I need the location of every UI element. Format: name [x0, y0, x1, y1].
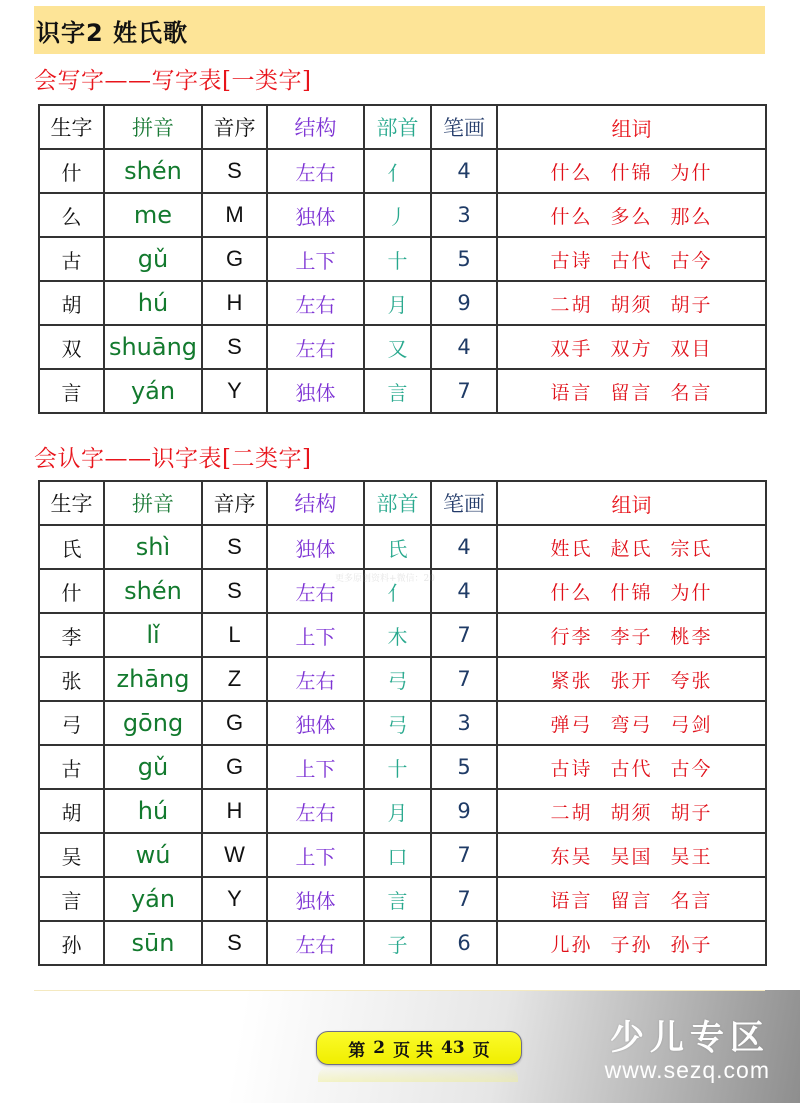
- cell-strokes: 9: [431, 281, 497, 325]
- table-row: [39, 149, 766, 193]
- word-item: 弯弓: [610, 713, 653, 736]
- cell-order: Z: [202, 657, 267, 701]
- table-row: [39, 237, 766, 281]
- section2-title: 会认字——识字表[二类字]: [34, 446, 312, 472]
- header-words: 组词: [497, 481, 766, 525]
- cell-strokes: 7: [431, 833, 497, 877]
- table-row: [39, 613, 766, 657]
- cell-order: H: [202, 281, 267, 325]
- cell-radical: 弓: [364, 657, 431, 701]
- word-item: 子孙: [610, 933, 653, 956]
- cell-structure: 左右: [267, 569, 364, 613]
- cell-radical: 言: [364, 877, 431, 921]
- table-row: [39, 745, 766, 789]
- cell-pinyin: lǐ: [104, 613, 202, 657]
- header-pinyin: 拼音: [104, 105, 202, 149]
- cell-pinyin: wú: [104, 833, 202, 877]
- table-row: [39, 877, 766, 921]
- cell-strokes: 7: [431, 613, 497, 657]
- word-item: 弓剑: [670, 713, 713, 736]
- cell-words: [497, 789, 766, 833]
- word-item: 胡须: [610, 293, 653, 316]
- cell-char: 什: [39, 149, 104, 193]
- cell-radical: 子: [364, 921, 431, 965]
- cell-words: [497, 701, 766, 745]
- cell-words: [497, 833, 766, 877]
- word-item: 古代: [610, 249, 653, 272]
- cell-char: 李: [39, 613, 104, 657]
- cell-order: S: [202, 921, 267, 965]
- cell-structure: 上下: [267, 745, 364, 789]
- cell-structure: 上下: [267, 833, 364, 877]
- cell-char: 么: [39, 193, 104, 237]
- cell-char: 古: [39, 745, 104, 789]
- word-item: 什锦: [610, 161, 653, 184]
- table-row: [39, 701, 766, 745]
- header-words: 组词: [497, 105, 766, 149]
- cell-strokes: 5: [431, 745, 497, 789]
- cell-pinyin: zhāng: [104, 657, 202, 701]
- cell-order: G: [202, 701, 267, 745]
- word-item: 什么: [550, 581, 593, 604]
- word-item: 多么: [610, 205, 653, 228]
- word-item: 行李: [550, 625, 593, 648]
- table-row: [39, 921, 766, 965]
- header-order: 音序: [202, 105, 267, 149]
- cell-radical: 月: [364, 789, 431, 833]
- page-prefix: 第: [348, 1040, 366, 1061]
- header-radical: 部首: [364, 105, 431, 149]
- page-middle: 页 共: [393, 1040, 434, 1061]
- cell-structure: 上下: [267, 613, 364, 657]
- word-item: 名言: [670, 381, 713, 404]
- word-item: 二胡: [550, 293, 593, 316]
- word-item: 留言: [610, 381, 653, 404]
- word-item: 吴国: [610, 845, 653, 868]
- word-item: 姓氏: [550, 537, 593, 560]
- cell-words: [497, 657, 766, 701]
- brand-logo: [605, 1010, 770, 1084]
- table-row: [39, 789, 766, 833]
- word-item: 李子: [610, 625, 653, 648]
- word-item: 古今: [670, 249, 713, 272]
- table-row: [39, 657, 766, 701]
- cell-words: [497, 237, 766, 281]
- cell-structure: 独体: [267, 525, 364, 569]
- cell-order: Y: [202, 877, 267, 921]
- header-structure: 结构: [267, 105, 364, 149]
- word-item: 宗氏: [670, 537, 713, 560]
- cell-pinyin: shì: [104, 525, 202, 569]
- divider: [34, 990, 765, 991]
- cell-char: 言: [39, 369, 104, 413]
- cell-words: [497, 281, 766, 325]
- table-body: [39, 149, 766, 413]
- cell-char: 吴: [39, 833, 104, 877]
- cell-char: 孙: [39, 921, 104, 965]
- cell-char: 古: [39, 237, 104, 281]
- header-strokes: 笔画: [431, 105, 497, 149]
- cell-words: [497, 193, 766, 237]
- table-row: [39, 193, 766, 237]
- cell-words: [497, 921, 766, 965]
- cell-order: L: [202, 613, 267, 657]
- cell-radical: 又: [364, 325, 431, 369]
- cell-pinyin: shuāng: [104, 325, 202, 369]
- word-item: 为什: [670, 581, 713, 604]
- cell-strokes: 7: [431, 657, 497, 701]
- cell-words: [497, 525, 766, 569]
- word-item: 什么: [550, 205, 593, 228]
- cell-pinyin: me: [104, 193, 202, 237]
- table-writing-chars: [38, 104, 767, 414]
- table-row: [39, 833, 766, 877]
- header-strokes: 笔画: [431, 481, 497, 525]
- cell-strokes: 4: [431, 325, 497, 369]
- cell-structure: 左右: [267, 281, 364, 325]
- page-indicator: [316, 1031, 522, 1065]
- header-structure: 结构: [267, 481, 364, 525]
- word-item: 紧张: [550, 669, 593, 692]
- word-item: 语言: [550, 889, 593, 912]
- cell-strokes: 3: [431, 701, 497, 745]
- header-char: 生字: [39, 481, 104, 525]
- cell-char: 张: [39, 657, 104, 701]
- table-body: [39, 525, 766, 965]
- cell-order: W: [202, 833, 267, 877]
- word-item: 弹弓: [550, 713, 593, 736]
- table-row: [39, 281, 766, 325]
- cell-words: [497, 613, 766, 657]
- word-item: 语言: [550, 381, 593, 404]
- cell-structure: 左右: [267, 325, 364, 369]
- word-item: 留言: [610, 889, 653, 912]
- cell-radical: 木: [364, 613, 431, 657]
- word-item: 双方: [610, 337, 653, 360]
- header-char: 生字: [39, 105, 104, 149]
- cell-pinyin: shén: [104, 569, 202, 613]
- cell-strokes: 7: [431, 877, 497, 921]
- cell-pinyin: sūn: [104, 921, 202, 965]
- word-item: 胡须: [610, 801, 653, 824]
- cell-strokes: 4: [431, 525, 497, 569]
- cell-strokes: 9: [431, 789, 497, 833]
- cell-radical: 弓: [364, 701, 431, 745]
- brand-name: 少儿专区: [610, 1018, 770, 1058]
- cell-structure: 左右: [267, 149, 364, 193]
- word-item: 夸张: [670, 669, 713, 692]
- cell-structure: 左右: [267, 921, 364, 965]
- cell-order: S: [202, 325, 267, 369]
- table-row: [39, 369, 766, 413]
- cell-char: 言: [39, 877, 104, 921]
- cell-char: 氏: [39, 525, 104, 569]
- page-title: 识字2 姓氏歌: [36, 18, 189, 47]
- cell-pinyin: gǔ: [104, 745, 202, 789]
- word-item: 什么: [550, 161, 593, 184]
- word-item: 孙子: [670, 933, 713, 956]
- cell-radical: 言: [364, 369, 431, 413]
- cell-structure: 独体: [267, 877, 364, 921]
- cell-strokes: 4: [431, 149, 497, 193]
- page-total: 43: [441, 1038, 465, 1058]
- cell-structure: 独体: [267, 701, 364, 745]
- word-item: 什锦: [610, 581, 653, 604]
- cell-strokes: 6: [431, 921, 497, 965]
- page-current: 2: [373, 1038, 386, 1058]
- cell-radical: 亻: [364, 569, 431, 613]
- cell-order: S: [202, 525, 267, 569]
- cell-char: 胡: [39, 789, 104, 833]
- cell-order: G: [202, 745, 267, 789]
- header-radical: 部首: [364, 481, 431, 525]
- section1-title: 会写字——写字表[一类字]: [34, 68, 312, 94]
- cell-radical: 月: [364, 281, 431, 325]
- table-row: [39, 325, 766, 369]
- cell-radical: 氏: [364, 525, 431, 569]
- cell-structure: 独体: [267, 193, 364, 237]
- word-item: 吴王: [670, 845, 713, 868]
- word-item: 为什: [670, 161, 713, 184]
- title-bar: [34, 6, 765, 54]
- cell-pinyin: shén: [104, 149, 202, 193]
- cell-strokes: 7: [431, 369, 497, 413]
- watermark: 更多原创资料+微信：20: [335, 574, 435, 584]
- cell-words: [497, 877, 766, 921]
- cell-radical: 亻: [364, 149, 431, 193]
- header-order: 音序: [202, 481, 267, 525]
- cell-pinyin: gǔ: [104, 237, 202, 281]
- header-pinyin: 拼音: [104, 481, 202, 525]
- cell-pinyin: yán: [104, 369, 202, 413]
- cell-order: M: [202, 193, 267, 237]
- cell-order: S: [202, 569, 267, 613]
- cell-pinyin: hú: [104, 281, 202, 325]
- cell-radical: 口: [364, 833, 431, 877]
- cell-words: [497, 369, 766, 413]
- cell-order: G: [202, 237, 267, 281]
- cell-words: [497, 325, 766, 369]
- cell-structure: 左右: [267, 657, 364, 701]
- table-reading-chars: [38, 480, 767, 966]
- word-item: 张开: [610, 669, 653, 692]
- word-item: 东吴: [550, 845, 593, 868]
- cell-pinyin: yán: [104, 877, 202, 921]
- word-item: 双手: [550, 337, 593, 360]
- cell-radical: 十: [364, 745, 431, 789]
- cell-char: 双: [39, 325, 104, 369]
- brand-url: www.sezq.com: [604, 1057, 770, 1083]
- word-item: 桃李: [670, 625, 713, 648]
- cell-strokes: 4: [431, 569, 497, 613]
- cell-char: 弓: [39, 701, 104, 745]
- cell-words: [497, 745, 766, 789]
- cell-strokes: 3: [431, 193, 497, 237]
- cell-words: [497, 569, 766, 613]
- cell-char: 什: [39, 569, 104, 613]
- word-item: 双目: [670, 337, 713, 360]
- word-item: 儿孙: [550, 933, 593, 956]
- word-item: 名言: [670, 889, 713, 912]
- word-item: 古今: [670, 757, 713, 780]
- table-header-row: [39, 481, 766, 525]
- word-item: 那么: [670, 205, 713, 228]
- page-suffix: 页: [472, 1040, 490, 1061]
- word-item: 胡子: [670, 801, 713, 824]
- cell-pinyin: hú: [104, 789, 202, 833]
- cell-strokes: 5: [431, 237, 497, 281]
- word-item: 古诗: [550, 757, 593, 780]
- cell-order: Y: [202, 369, 267, 413]
- word-item: 赵氏: [610, 537, 653, 560]
- table-header-row: [39, 105, 766, 149]
- word-item: 古代: [610, 757, 653, 780]
- cell-order: S: [202, 149, 267, 193]
- cell-structure: 独体: [267, 369, 364, 413]
- cell-structure: 上下: [267, 237, 364, 281]
- cell-structure: 左右: [267, 789, 364, 833]
- word-item: 二胡: [550, 801, 593, 824]
- cell-order: H: [202, 789, 267, 833]
- cell-char: 胡: [39, 281, 104, 325]
- word-item: 胡子: [670, 293, 713, 316]
- cell-radical: 十: [364, 237, 431, 281]
- word-item: 古诗: [550, 249, 593, 272]
- cell-pinyin: gōng: [104, 701, 202, 745]
- cell-radical: 丿: [364, 193, 431, 237]
- cell-words: [497, 149, 766, 193]
- table-row: [39, 525, 766, 569]
- page-indicator-reflection: [318, 1066, 518, 1082]
